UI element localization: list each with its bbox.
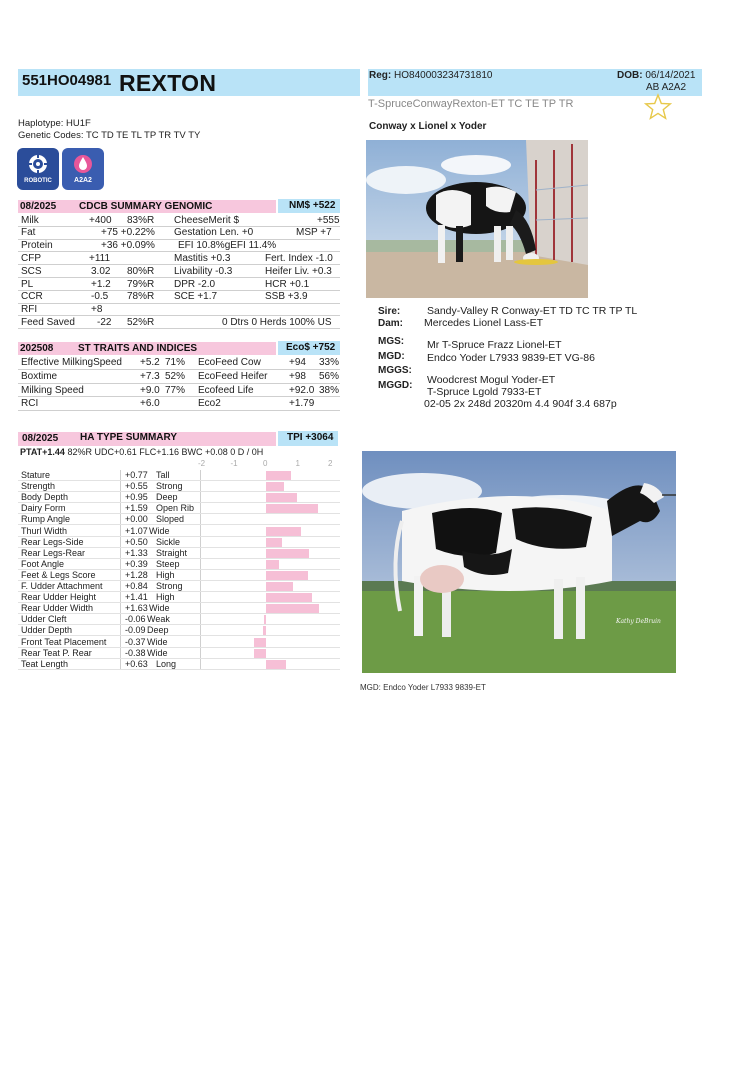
cdcb-cell: Heifer Liv. +0.3 <box>265 265 332 277</box>
type-trait-bar <box>254 638 266 647</box>
type-trait-bar <box>266 493 297 502</box>
cdcb-cell: -0.5 <box>91 291 109 303</box>
cdcb-title: CDCB SUMMARY GENOMIC <box>79 201 213 212</box>
cdcb-cell: EFI 10.8%gEFI 11.4% <box>178 240 277 252</box>
photo-caption: MGD: Endco Yoder L7933 9839-ET <box>360 683 486 692</box>
st-date: 202508 <box>20 343 54 354</box>
type-row <box>18 592 340 603</box>
type-trait-name: Foot Angle <box>21 558 65 569</box>
type-trait-name: Rump Angle <box>21 514 71 525</box>
type-row <box>18 503 340 514</box>
registration <box>369 70 492 81</box>
type-row <box>18 537 340 548</box>
type-trait-desc: High <box>156 592 175 603</box>
reg-value: HO840003234731810 <box>394 70 493 81</box>
cdcb-cell: -22 <box>97 316 112 328</box>
reg-label: Reg: <box>369 70 392 81</box>
type-trait-value: +1.33 <box>125 547 148 558</box>
type-row <box>18 548 340 559</box>
dam-label: Dam: <box>378 318 404 329</box>
cdcb-row <box>18 304 340 317</box>
cdcb-nm-index: NM$ +522 <box>289 200 336 211</box>
dam-name: Mercedes Lionel Lass-ET <box>424 317 544 329</box>
st-cell: EcoFeed Heifer <box>198 370 268 382</box>
type-trait-bar <box>266 527 301 536</box>
type-trait-value: +0.77 <box>125 470 148 480</box>
type-trait-desc: High <box>156 569 175 580</box>
full-registered-name: T-SpruceConwayRexton-ET TC TE TP TR <box>368 98 574 110</box>
cdcb-cell: +400 <box>89 214 112 226</box>
haplotype: Haplotype: HU1F <box>18 118 91 129</box>
type-trait-value: +0.55 <box>125 481 148 492</box>
cdcb-cell: +555 <box>317 214 340 226</box>
type-axis-tick: 1 <box>295 459 300 468</box>
cdcb-cell: Fat <box>21 227 36 239</box>
type-axis-tick: -1 <box>230 459 238 468</box>
st-cell: 56% <box>319 370 340 382</box>
sire-name: Sandy-Valley R Conway-ET TD TC TR TP TL <box>427 305 638 317</box>
type-trait-desc: Wide <box>147 647 168 658</box>
type-title: HA TYPE SUMMARY <box>80 432 178 443</box>
type-trait-name: Udder Depth <box>21 625 73 636</box>
type-trait-value: +0.95 <box>125 492 148 503</box>
dob-label: DOB: <box>617 70 643 81</box>
type-axis-tick: 0 <box>263 459 268 468</box>
type-trait-desc: Open Rib <box>156 503 195 514</box>
cdcb-cell: Fert. Index -1.0 <box>265 252 333 264</box>
cdcb-cell: +36 +0.09% <box>101 240 155 252</box>
side-profile-cow-photo <box>362 451 676 673</box>
st-cell: Effective MilkingSpeed <box>21 357 122 368</box>
type-trait-bar <box>266 482 284 491</box>
type-trait-desc: Wide <box>149 603 170 614</box>
cdcb-cell: CCR <box>21 291 43 303</box>
type-row <box>18 614 340 625</box>
ptat-details: 82%R UDC+0.61 FLC+1.16 BWC +0.08 0 D / 0H <box>67 447 264 457</box>
type-axis-tick: -2 <box>198 459 206 468</box>
type-row <box>18 603 340 614</box>
grazing-cow-illustration <box>366 140 588 298</box>
cdcb-cell: 78%R <box>127 291 155 303</box>
type-trait-name: Udder Cleft <box>21 614 67 625</box>
type-trait-value: +1.28 <box>125 569 148 580</box>
cdcb-cell: Gestation Len. +0 <box>174 227 254 239</box>
a2a2-badge <box>62 148 104 190</box>
mggd-record: 02-05 2x 248d 20320m 4.4 904f 3.4 687p <box>424 398 617 410</box>
type-trait-name: Thurl Width <box>21 525 68 536</box>
cdcb-cell: CheeseMerit $ <box>174 214 240 226</box>
type-trait-name: Rear Legs-Side <box>21 536 84 547</box>
side-profile-cow-illustration <box>362 451 676 673</box>
star-icon[interactable] <box>644 93 672 121</box>
cdcb-cell: Feed Saved <box>21 316 75 328</box>
mggd-name: T-Spruce Lgold 7933-ET <box>427 386 542 398</box>
type-trait-name: Body Depth <box>21 492 69 503</box>
st-cell: +98 <box>289 370 306 382</box>
type-trait-name: Dairy Form <box>21 503 66 514</box>
cdcb-date: 08/2025 <box>20 201 57 212</box>
type-trait-bar <box>266 582 293 591</box>
st-cell: RCI <box>21 398 39 410</box>
type-date: 08/2025 <box>22 433 59 444</box>
st-cell: 77% <box>165 384 186 396</box>
type-trait-desc: Strong <box>156 581 183 591</box>
type-trait-bar <box>266 571 308 580</box>
st-cell: +94 <box>289 357 306 368</box>
cdcb-cell: DPR -2.0 <box>174 278 216 290</box>
type-trait-desc: Deep <box>156 492 178 503</box>
cdcb-cell: CFP <box>21 252 41 264</box>
type-row <box>18 648 340 659</box>
type-trait-bar <box>264 615 266 624</box>
st-cell: 71% <box>165 357 186 368</box>
type-trait-desc: Tall <box>156 470 170 480</box>
type-trait-desc: Long <box>156 658 177 669</box>
photographer-credit: Kathy DeBruin <box>616 618 661 625</box>
type-trait-bar <box>266 604 319 613</box>
mggs-label: MGGS: <box>378 365 412 376</box>
type-trait-name: F. Udder Attachment <box>21 581 103 591</box>
cdcb-cell: 83%R <box>127 214 155 226</box>
grazing-cow-photo <box>366 140 588 298</box>
type-trait-bar <box>266 538 282 547</box>
cdcb-cell: Protein <box>21 240 53 252</box>
cdcb-cell: 79%R <box>127 278 155 290</box>
type-trait-bar <box>266 549 309 558</box>
mggs-name: Woodcrest Mogul Yoder-ET <box>427 374 556 386</box>
type-axis-tick: 2 <box>328 459 333 468</box>
type-row <box>18 492 340 503</box>
bull-code: 551HO04981 <box>22 72 112 89</box>
genetic-codes: Genetic Codes: TC TD TE TL TP TR TV TY <box>18 130 201 141</box>
type-trait-bar <box>263 626 266 635</box>
st-cell: +1.79 <box>289 398 315 410</box>
cdcb-cell: +111 <box>89 252 111 264</box>
type-trait-desc: Steep <box>156 558 180 569</box>
cdcb-cell: 52%R <box>127 316 155 328</box>
type-trait-name: Rear Udder Height <box>21 592 97 603</box>
type-row <box>18 637 340 648</box>
cdcb-cell: SCE +1.7 <box>174 291 218 303</box>
cdcb-cell: 80%R <box>127 265 155 277</box>
type-trait-name: Rear Teat P. Rear <box>21 647 92 658</box>
cdcb-cell: +8 <box>91 304 103 316</box>
type-trait-bar <box>266 471 291 480</box>
type-trait-bar <box>266 660 286 669</box>
ptat-label: PTAT+1.44 <box>20 447 65 457</box>
type-trait-bar <box>254 649 266 658</box>
type-trait-value: -0.06 <box>125 614 146 625</box>
cdcb-cell: HCR +0.1 <box>265 278 310 290</box>
st-cell: Eco2 <box>198 398 221 410</box>
type-trait-name: Stature <box>21 470 51 480</box>
cdcb-cell: Milk <box>21 214 39 226</box>
st-cell: +5.2 <box>140 357 160 368</box>
type-row <box>18 514 340 525</box>
cdcb-cell: SCS <box>21 265 42 277</box>
type-row <box>18 625 340 636</box>
type-trait-desc: Straight <box>156 547 188 558</box>
type-trait-desc: Sickle <box>156 536 181 547</box>
st-cell: 52% <box>165 370 186 382</box>
dob-value: 06/14/2021 <box>645 70 696 81</box>
cdcb-cell: +75 +0.22% <box>101 227 155 239</box>
type-row <box>18 581 340 592</box>
type-trait-desc: Weak <box>147 614 170 625</box>
cdcb-cell: RFI <box>21 304 38 316</box>
st-cell: 38% <box>319 384 340 396</box>
st-title: ST TRAITS AND INDICES <box>78 343 198 354</box>
type-trait-name: Rear Udder Width <box>21 603 94 614</box>
type-trait-value: +0.50 <box>125 536 148 547</box>
ptat-line <box>20 447 263 457</box>
type-row <box>18 570 340 581</box>
robot-icon <box>28 154 48 174</box>
st-eco-index: Eco$ +752 <box>286 342 336 353</box>
mgd-name: Endco Yoder L7933 9839-ET VG-86 <box>427 352 595 364</box>
pedigree-line: Conway x Lionel x Yoder <box>369 121 487 132</box>
type-tpi-index: TPI +3064 <box>287 432 334 443</box>
type-trait-name: Front Teat Placement <box>21 636 107 647</box>
type-trait-desc: Wide <box>147 636 168 647</box>
robotic-badge <box>17 148 59 190</box>
mgs-label: MGS: <box>378 336 405 347</box>
st-cell: 33% <box>319 357 340 368</box>
type-trait-name: Feet & Legs Score <box>21 569 96 580</box>
ab-genes: AB A2A2 <box>646 82 687 93</box>
type-trait-desc: Wide <box>149 525 170 536</box>
type-trait-value: +1.41 <box>125 592 148 603</box>
type-trait-value: +1.07 <box>125 525 148 536</box>
type-trait-value: +0.39 <box>125 558 148 569</box>
type-trait-value: -0.37 <box>125 636 146 647</box>
type-trait-desc: Strong <box>156 481 183 492</box>
date-of-birth <box>617 70 695 81</box>
cdcb-cell: +1.2 <box>91 278 111 290</box>
cdcb-cell: Mastitis +0.3 <box>174 252 231 264</box>
type-trait-bar <box>266 560 279 569</box>
mggd-label: MGGD: <box>378 380 413 391</box>
st-cell: EcoFeed Cow <box>198 357 261 368</box>
type-trait-value: +1.63 <box>125 603 148 614</box>
type-trait-name: Teat Length <box>21 658 69 669</box>
type-trait-name: Rear Legs-Rear <box>21 547 86 558</box>
type-row <box>18 526 340 537</box>
type-trait-value: -0.38 <box>125 647 146 658</box>
type-trait-desc: Deep <box>147 625 169 636</box>
cdcb-cell: SSB +3.9 <box>265 291 308 303</box>
cdcb-cell: 3.02 <box>91 265 111 277</box>
type-trait-name: Strength <box>21 481 56 492</box>
st-cell: +92.0 <box>289 384 315 396</box>
st-cell: +6.0 <box>140 398 160 410</box>
cdcb-cell: Livability -0.3 <box>174 265 233 277</box>
st-cell: +9.0 <box>140 384 160 396</box>
type-trait-value: +1.59 <box>125 503 148 514</box>
type-trait-value: +0.00 <box>125 514 148 525</box>
type-trait-bar <box>266 593 312 602</box>
type-trait-value: -0.09 <box>125 625 146 636</box>
mgs-name: Mr T-Spruce Frazz Lionel-ET <box>427 339 562 351</box>
type-row <box>18 470 340 481</box>
type-row <box>18 481 340 492</box>
sire-label: Sire: <box>378 306 401 317</box>
cdcb-cell: 0 Dtrs 0 Herds 100% US <box>222 316 332 328</box>
type-trait-value: +0.84 <box>125 581 148 591</box>
st-cell: Boxtime <box>21 370 58 382</box>
cdcb-cell: PL <box>21 278 34 290</box>
cdcb-cell: MSP +7 <box>296 227 332 239</box>
type-row <box>18 559 340 570</box>
type-trait-desc: Sloped <box>156 514 185 525</box>
type-row <box>18 659 340 670</box>
st-cell: +7.3 <box>140 370 160 382</box>
milk-drop-icon <box>73 154 93 174</box>
robotic-label: ROBOTIC <box>24 178 52 184</box>
st-cell: Milking Speed <box>21 384 84 396</box>
type-trait-bar <box>266 504 318 513</box>
bull-name: REXTON <box>119 70 217 96</box>
mgd-label: MGD: <box>378 351 405 362</box>
st-cell: Ecofeed Life <box>198 384 254 396</box>
type-trait-value: +0.63 <box>125 658 148 669</box>
a2a2-label: A2A2 <box>74 177 92 184</box>
